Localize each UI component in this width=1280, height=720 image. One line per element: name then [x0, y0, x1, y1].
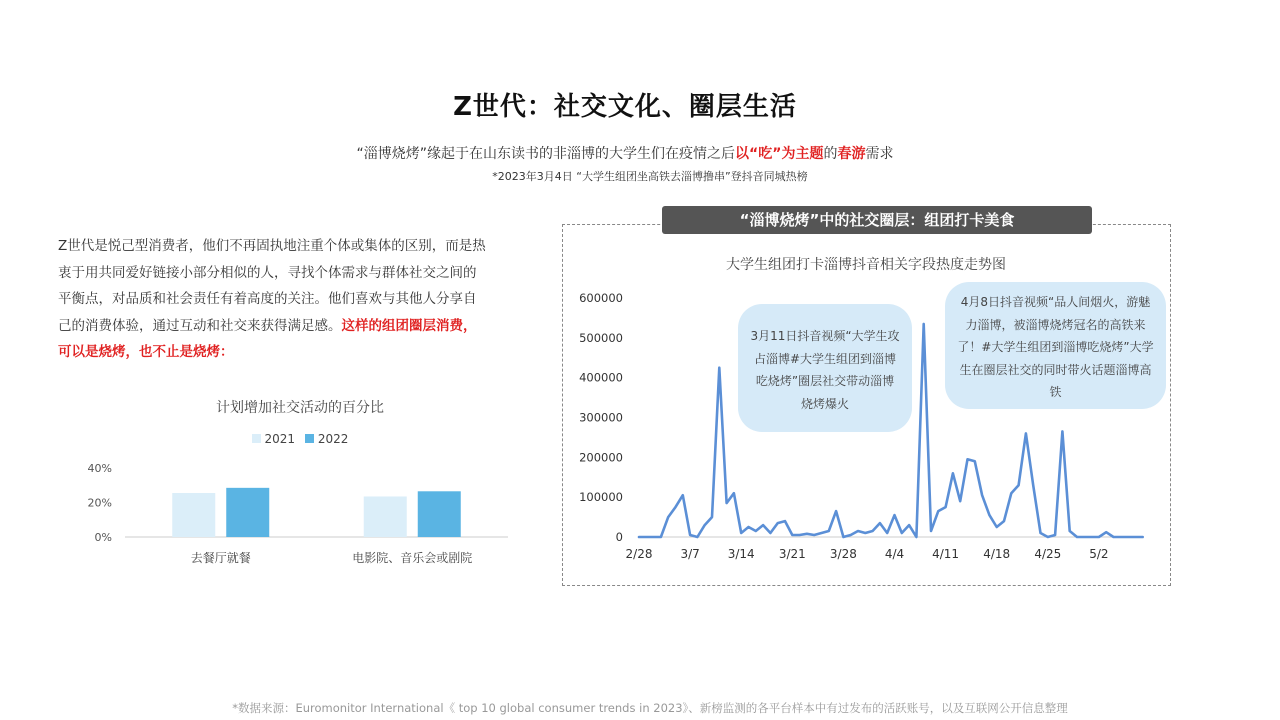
subtitle-highlight-2: 春游 [837, 146, 866, 162]
intro-paragraph [58, 233, 524, 366]
bar-2022 [418, 491, 461, 537]
bar-2021 [364, 496, 407, 537]
annotation-bubble-april: 4月8日抖音视频“品人间烟火，游魅力淄博，被淄博烧烤冠名的高铁来了！#大学生组团到淄博吃烧烤”大学生在圈层社交的同时带火话题淄博高铁 [945, 282, 1166, 409]
y-tick-label: 300000 [579, 410, 623, 425]
intro-line [58, 313, 524, 340]
bar-2021 [172, 493, 215, 537]
x-tick-label: 4/4 [884, 547, 905, 561]
y-tick-label: 200000 [579, 450, 623, 465]
legend-label-2021: 2021 [264, 432, 296, 446]
bar-chart-legend [200, 432, 400, 446]
y-tick-label: 500000 [579, 330, 623, 345]
data-source-note: *数据来源：Euromonitor International《 top 10 global consumer trends in 2023》、新榜监测的各平台样本中有过发布的活跃账号，以及互联网公开信息整理 [232, 701, 1068, 715]
x-tick-label: 4/11 [932, 547, 960, 561]
intro-line: 平衡点，对品质和社会责任有着高度的关注。他们喜欢与其他人分享自 [58, 291, 477, 307]
x-tick-label: 3/28 [829, 547, 857, 561]
x-tick-label: 2/28 [625, 547, 653, 561]
x-tick-label: 4/25 [1034, 547, 1062, 561]
y-tick-label: 400000 [579, 370, 623, 385]
legend-item-2021 [252, 432, 296, 446]
x-tick-label: 5/2 [1089, 547, 1109, 561]
subtitle-highlight-1: 以“吃”为主题 [735, 146, 824, 162]
subtitle-text-1: “淄博烧烤”缘起于在山东读书的非淄博的大学生们在疫情之后 [356, 146, 736, 162]
x-tick-label: 3/14 [727, 547, 755, 561]
intro-line: Z世代是悦己型消费者，他们不再固执地注重个体或集体的区别，而是热 [58, 238, 486, 254]
subtitle [0, 143, 1250, 163]
intro-line: 衷于用共同爱好链接小部分相似的人，寻找个体需求与群体社交之间的 [58, 264, 477, 281]
x-tick-label: 4/18 [983, 547, 1011, 561]
intro-highlight-2: 可以是烧烤，也不止是烧烤： [58, 344, 234, 360]
line-chart-title: 大学生组团打卡淄博抖音相关字段热度走势图 [726, 257, 1006, 273]
legend-swatch-2022 [305, 434, 314, 443]
bar-chart [60, 455, 520, 575]
y-tick-label: 0 [615, 530, 623, 544]
subtitle-text-3: 需求 [865, 146, 894, 162]
y-tick-label: 100000 [579, 490, 623, 505]
legend-item-2022 [305, 432, 349, 446]
page-title: Z世代：社交文化、圈层生活 [453, 92, 797, 122]
legend-label-2022: 2022 [317, 432, 349, 446]
x-category-label: 电影院、音乐会或剧院 [352, 551, 473, 565]
subtitle-note: *2023年3月4日 “大学生组团坐高铁去淄博撸串”登抖音同城热榜 [492, 170, 808, 183]
bar-2022 [226, 488, 269, 537]
y-tick-label: 0% [94, 531, 112, 544]
annotation-bubble-march: 3月11日抖音视频“大学生攻占淄博#大学生组团到淄博吃烧烤”圈层社交带动淄博烧烤爆火 [738, 304, 912, 432]
subtitle-text-2: 的 [823, 146, 838, 162]
intro-line-text: 己的消费体验，通过互动和社交来获得满足感。 [58, 317, 342, 334]
y-tick-label: 600000 [579, 291, 623, 305]
bar-chart-title: 计划增加社交活动的百分比 [216, 400, 384, 416]
x-category-label: 去餐厅就餐 [190, 551, 251, 565]
x-tick-label: 3/21 [778, 547, 806, 561]
y-tick-label: 20% [87, 496, 112, 510]
x-tick-label: 3/7 [680, 547, 700, 561]
intro-highlight-1: 这样的组团圈层消费， [341, 317, 477, 334]
legend-swatch-2021 [252, 434, 261, 443]
y-tick-label: 40% [87, 462, 112, 475]
panel-header: “淄博烧烤”中的社交圈层：组团打卡美食 [662, 206, 1092, 234]
